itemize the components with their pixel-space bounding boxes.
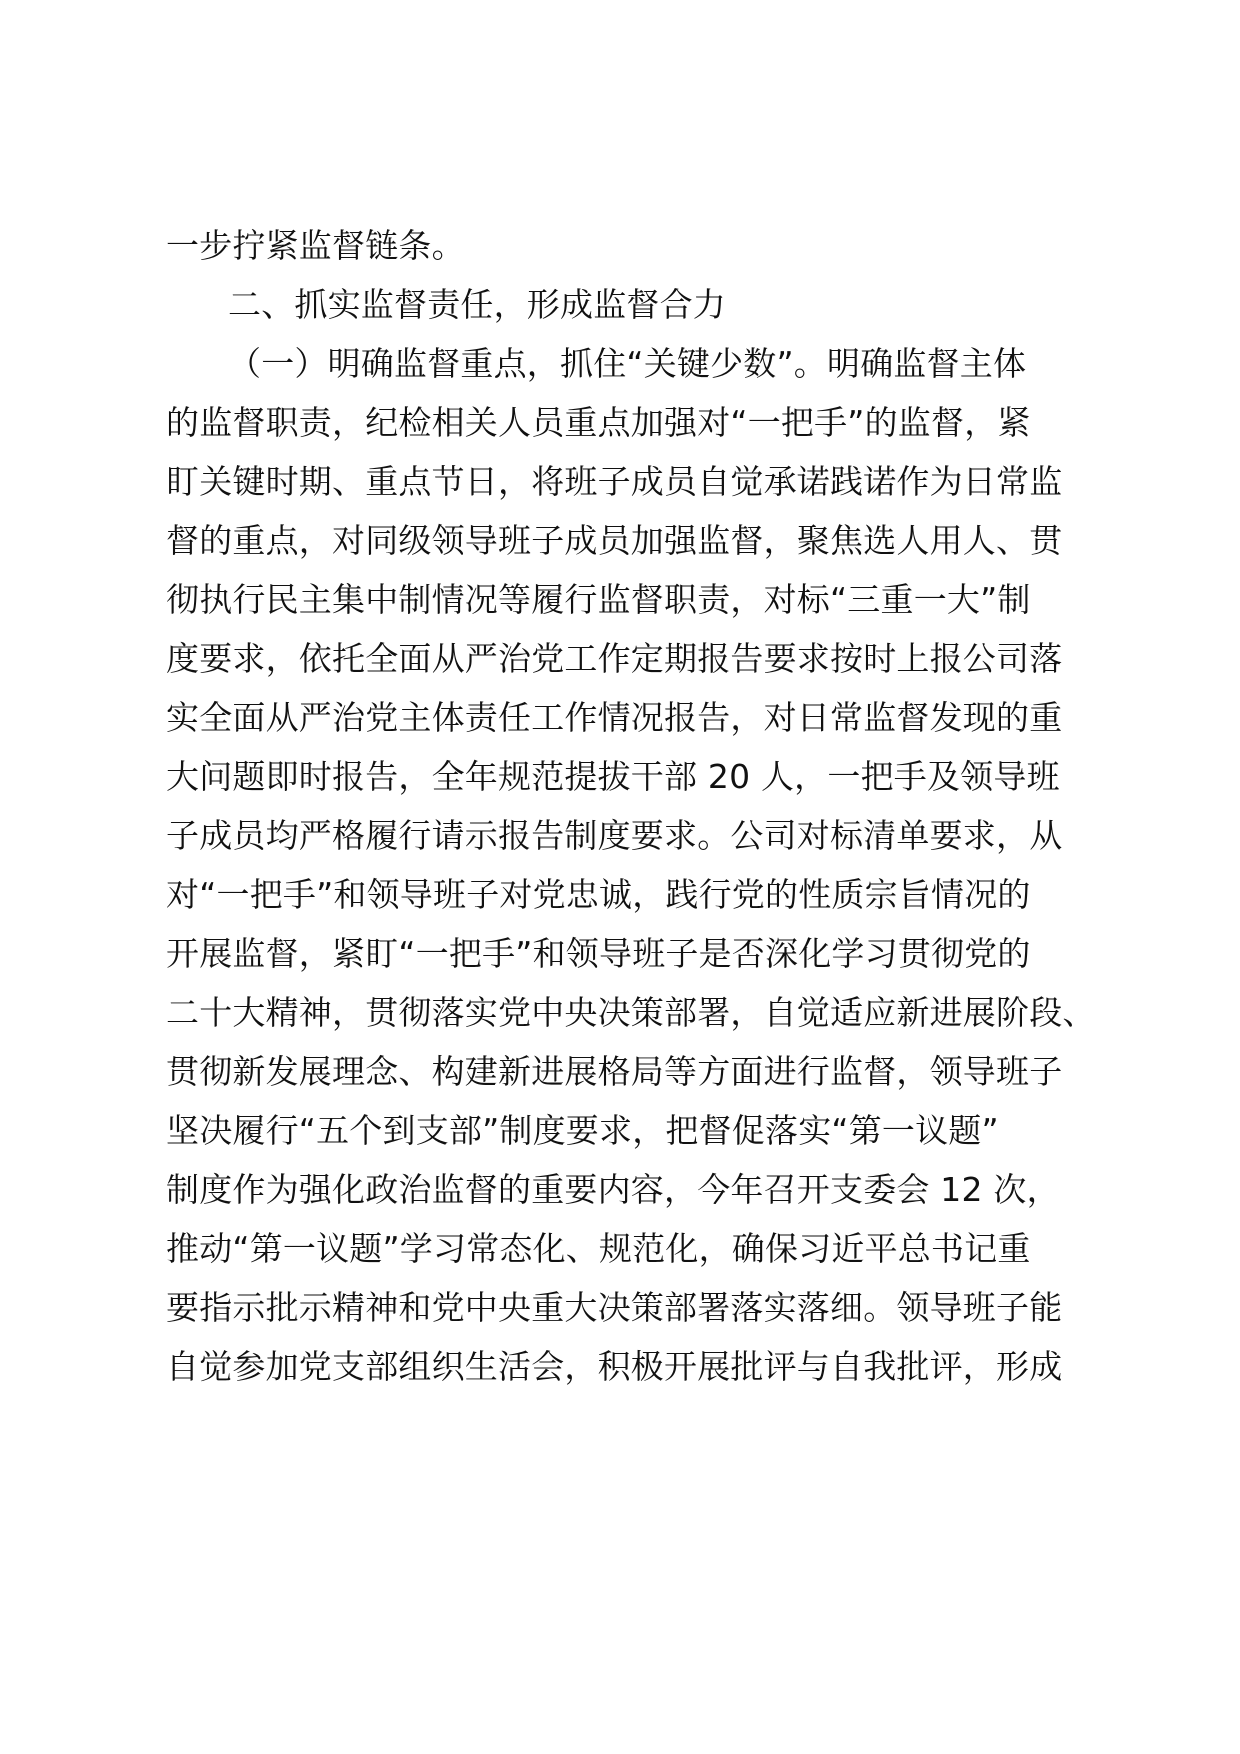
- text-line: 一步拧紧监督链条。: [166, 226, 465, 265]
- text-line: 彻执行民主集中制情况等履行监督职责，对标“三重一大”制: [166, 580, 1031, 619]
- text-line: 大问题即时报告，全年规范提拔干部 20 人，一把手及领导班: [166, 757, 1060, 796]
- text-line: 盯关键时期、重点节日，将班子成员自觉承诺践诺作为日常监: [166, 462, 1063, 501]
- text-line: 贯彻新发展理念、构建新进展格局等方面进行监督，领导班子: [166, 1052, 1063, 1091]
- subsection-heading: （一）明确监督重点，抓住“关键少数”。明确监督主体: [228, 344, 1027, 383]
- text-line: 要指示批示精神和党中央重大决策部署落实落细。领导班子能: [166, 1288, 1063, 1327]
- text-line: 推动“第一议题”学习常态化、规范化，确保习近平总书记重: [166, 1229, 1031, 1268]
- text-line: 的监督职责，纪检相关人员重点加强对“一把手”的监督，紧: [166, 403, 1031, 442]
- text-line: 督的重点，对同级领导班子成员加强监督，聚焦选人用人、贯: [166, 521, 1063, 560]
- text-line: 实全面从严治党主体责任工作情况报告，对日常监督发现的重: [166, 698, 1063, 737]
- text-line: 坚决履行“五个到支部”制度要求，把督促落实“第一议题”: [166, 1111, 999, 1150]
- text-line: 度要求，依托全面从严治党工作定期报告要求按时上报公司落: [166, 639, 1063, 678]
- text-line: 对“一把手”和领导班子对党忠诚，践行党的性质宗旨情况的: [166, 875, 1031, 914]
- text-line: 制度作为强化政治监督的重要内容，今年召开支委会 12 次，: [166, 1170, 1060, 1209]
- text-line: 子成员均严格履行请示报告制度要求。公司对标清单要求，从: [166, 816, 1063, 855]
- text-line: 开展监督，紧盯“一把手”和领导班子是否深化学习贯彻党的: [166, 934, 1031, 973]
- text-line: 二十大精神，贯彻落实党中央决策部署，自觉适应新进展阶段、: [166, 993, 1096, 1032]
- section-heading: 二、抓实监督责任，形成监督合力: [228, 285, 726, 324]
- text-line: 自觉参加党支部组织生活会，积极开展批评与自我批评，形成: [166, 1347, 1063, 1386]
